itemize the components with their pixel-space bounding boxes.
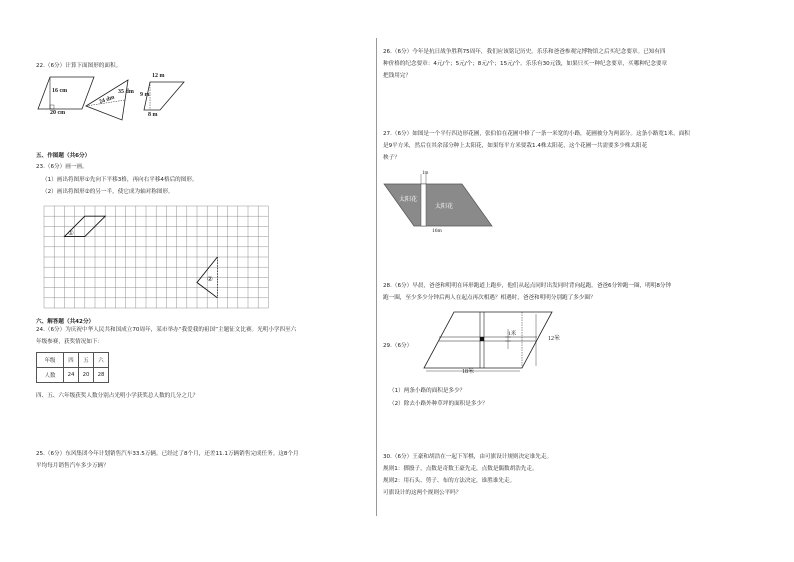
question-28-line2: 跑一圈，至少多少分钟后两人在起点再次相遇？相遇时，爸爸和明明分别跑了多少圈？ [383,295,596,301]
question-30-rule2: 规则2：用石头、剪子、布的方法决定，谁胜谁先走。 [383,478,516,484]
table-cell: 24 [64,368,79,383]
table-cell: 人数 [37,368,64,383]
question-27-line1: 27.（6分）如图是一个平行四边形花圃，张伯伯在花圃中修了一条一米宽的小路，花圃被分为两部分。这条小路宽1米，面积 [383,131,690,137]
q27-left-sunflower-label: 太阳花 [399,197,418,203]
question-22: 22.（6分）计算下面图形的面积。 [36,63,122,69]
question-26-line2: 种价格的纪念要章：4元/个；5元/个；8元/个；15元/个。乐乐有30元钱，如果只买一种纪念要章，买哪种纪念要章 [383,61,668,67]
section-5-heading: 五、作图题（共6分） [36,153,91,159]
q22-fig1-height-label: 16 cm [52,88,68,94]
question-30-rule1: 规则1：掷骰子，点数是奇数王豪先走，点数是偶数胡浩先走。 [383,466,538,472]
column-divider [376,38,377,516]
q27-right-sunflower-label: 太阳花 [435,204,454,210]
question-25-line2: 平均每月销售汽车多少万辆？ [36,463,109,469]
question-28-line1: 28.（6分）早晨，爸爸和明明在环形跑道上跑步，他们从起点同时出发同时背向起跑。爸爸6分钟跑一圈，明明8分钟 [383,283,672,289]
question-26-line1: 26.（6分）今年是抗日战争胜利75周年，我们应该铭记历史。乐乐和爸爸参观完博物馆之后买纪念要章。已知有四 [383,49,666,55]
question-29: 29.（6分） [383,343,413,349]
q27-path-width-label: 1m [422,171,429,176]
question-23: 23.（6分）画一画。 [36,164,88,170]
question-26-line3: 把钱用完？ [383,73,411,79]
table-row [37,353,109,368]
q24-award-table [36,352,109,383]
q22-fig3-bottom-label: 8 m [148,112,158,118]
q22-fig2-height-label: 24 dm [98,94,116,106]
q29-height-label: 12米 [548,336,561,342]
table-cell: 年级 [37,353,64,368]
grid-figure-2-mark: ② [207,276,213,283]
grid-figure-1-mark: ① [68,230,74,237]
q29-base-label: 18米 [462,369,475,375]
table-cell: 28 [94,368,109,383]
q29-path-width-label: 1米 [508,331,517,337]
question-29-part1: （1）两条小路的面积是多少？ [389,388,466,394]
question-24-line2: 年级参赛，获奖情况如下： [36,339,104,345]
question-24-line1: 24.（6分）为庆祝中华人民共和国成立70周年，某市举办“我爱我的祖国”主题征文比赛。光明小学四至六 [36,327,297,333]
question-30-line1: 30.（6分）王豪和胡浩在一起下军棋，由可旗设计规则决定谁先走。 [383,454,553,460]
question-23-part2: （2）画出将图形②的另一半，使它成为轴对称图形。 [42,189,174,195]
question-27-line2: 是9平方米，然后在其余部分种上太阳花，如果每平方米要栽1.4株太阳花，这个花圃一共需要多少株太阳花 [383,143,648,149]
q22-fig3-height-label: 9 m [140,92,150,98]
table-cell: 六 [94,353,109,368]
table-cell: 四 [64,353,79,368]
section-6-heading: 六、解答题（共42分） [36,319,95,325]
q27-base-label: 16m [432,228,442,234]
table-cell: 20 [79,368,94,383]
q23-grid [44,206,270,307]
q22-fig1-base-label: 20 cm [50,110,66,116]
table-row [37,368,109,383]
question-23-part1: （1）画出将图形①先向下平移3格，再向右平移4格后的图形。 [42,177,198,183]
question-25-line1: 25.（6分）东风集团今年计划销售汽车33.5万辆。已经过了8个月，还差11.1万辆销售完成任务。这8个月 [36,451,299,457]
q22-fig2-side-label: 35 dm [118,89,134,95]
table-cell: 五 [79,353,94,368]
q29-parallelogram-field-figure [424,308,564,378]
question-29-part2: （2）除去小路外种草坪的面积是多少？ [389,401,488,407]
q22-triangle-figure [86,80,136,125]
question-30-question: 可旗设计的这两个规则公平吗？ [383,490,462,496]
q22-fig3-top-label: 12 m [152,73,165,79]
question-27-line3: 秧子？ [383,155,400,161]
question-24-question: 四、五、六年级获奖人数分别占光明小学获奖总人数的几分之几？ [36,393,199,399]
